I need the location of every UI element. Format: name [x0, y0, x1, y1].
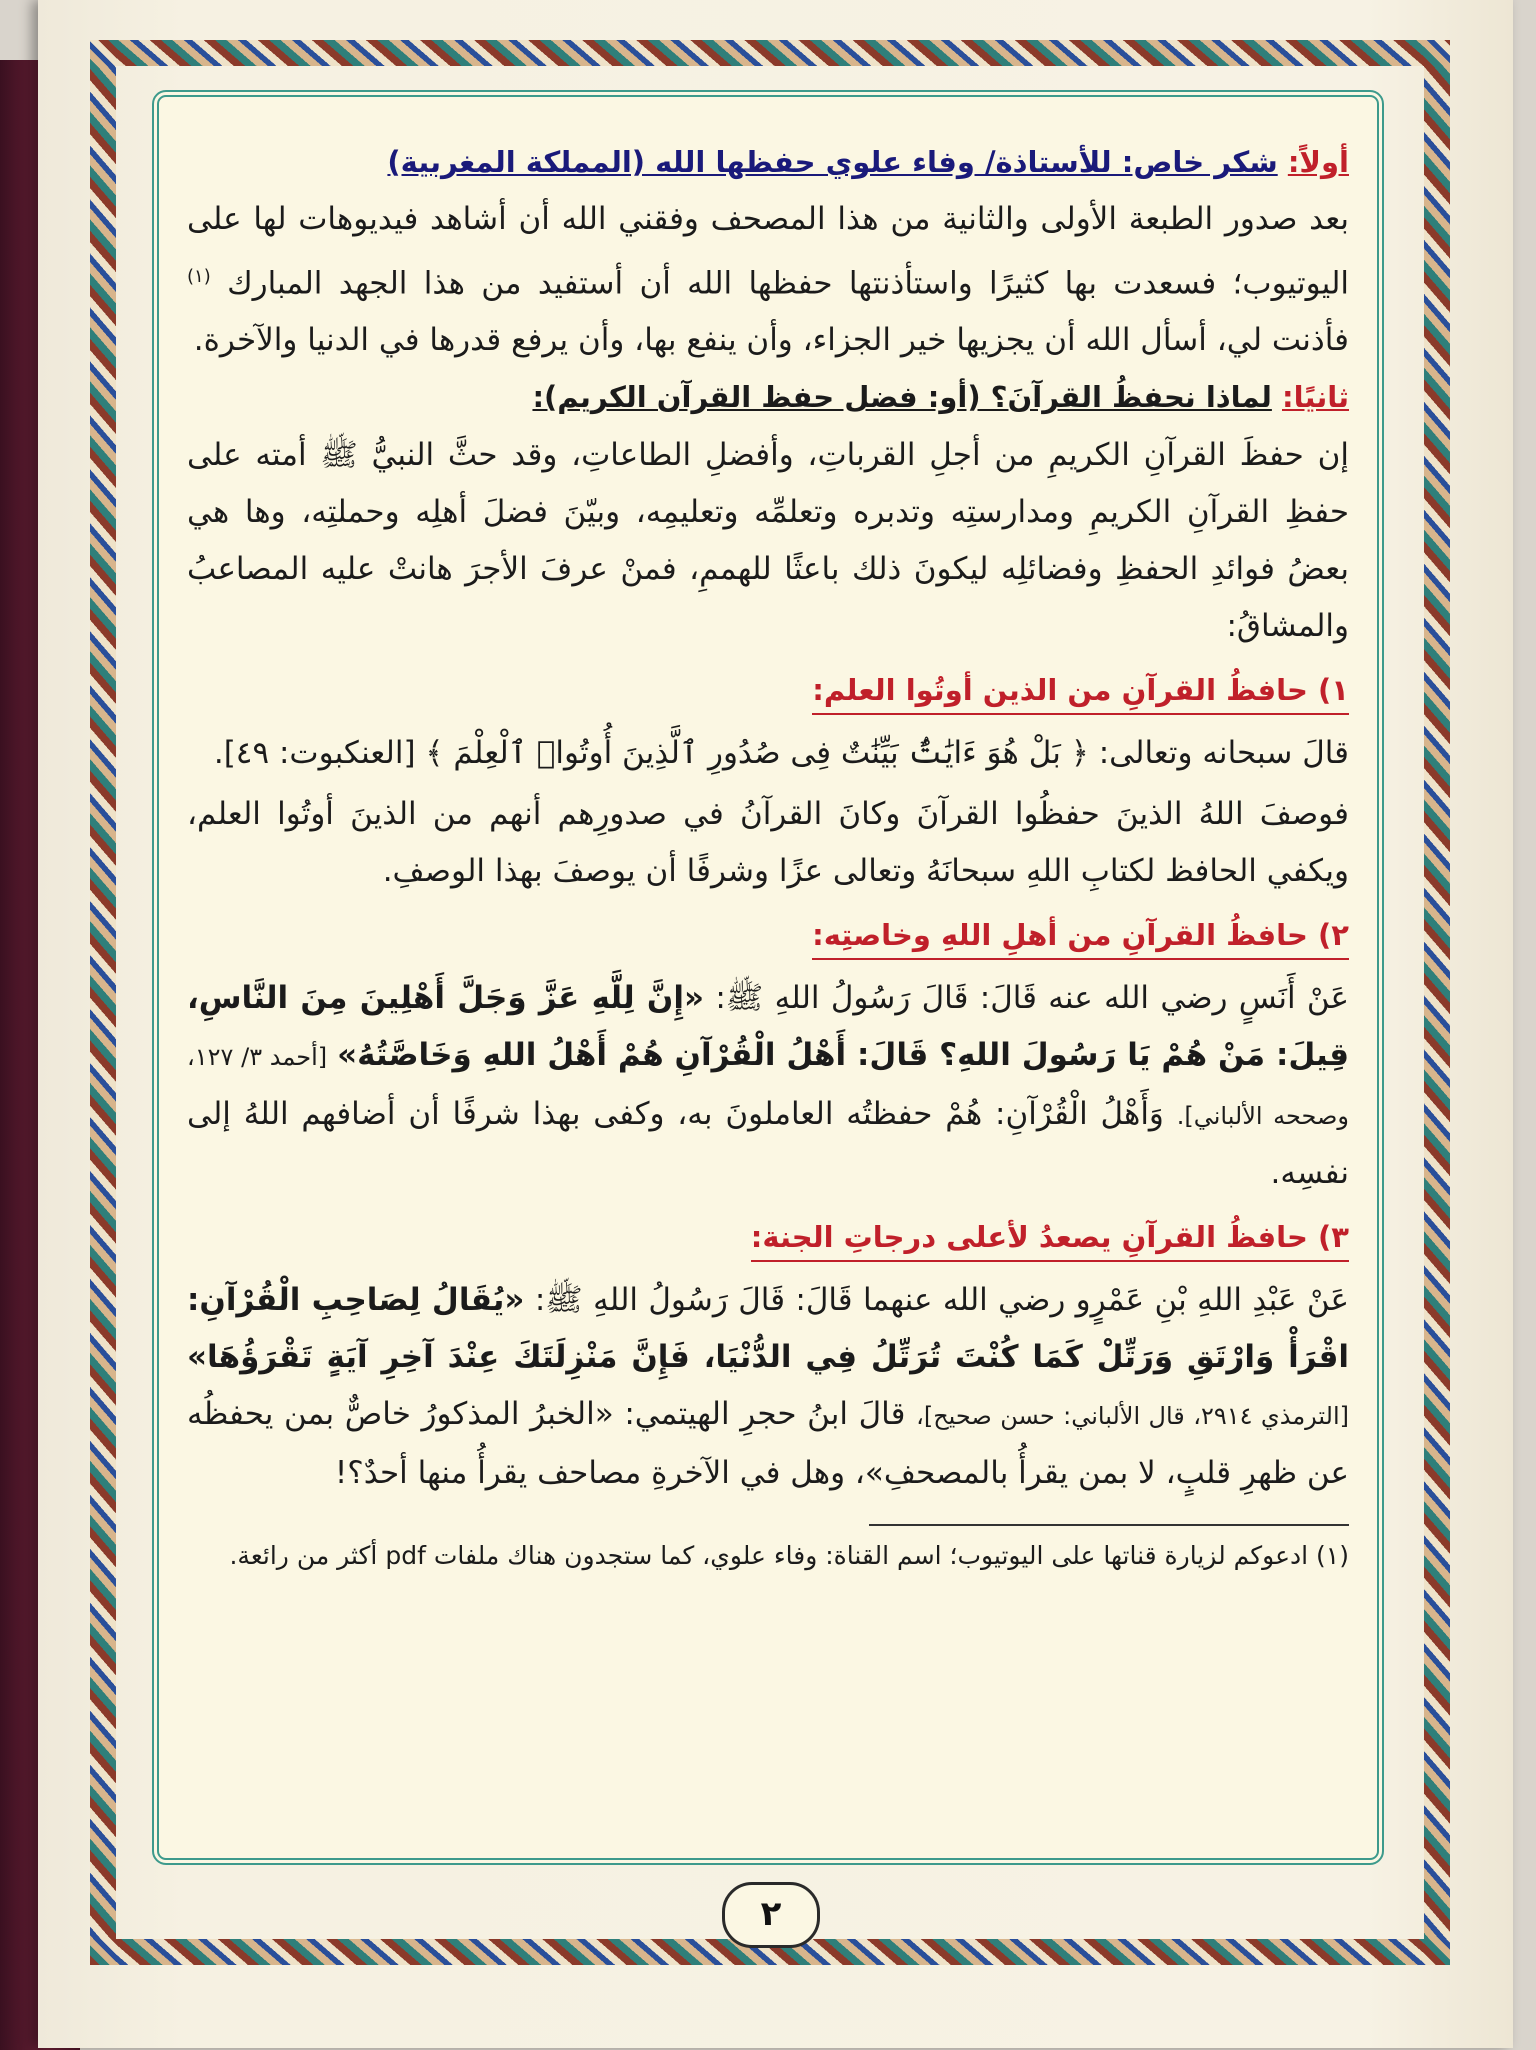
- point-2-heading: ٢) حافظُ القرآنِ من أهلِ اللهِ وخاصتِه:: [812, 912, 1349, 960]
- acknowledgement-heading: [187, 137, 1349, 187]
- section-heading-text: لماذا نحفظُ القرآنَ؟ (أو: فضل حفظ القرآن الكريم):: [532, 380, 1272, 415]
- point-3-heading: ٣) حافظُ القرآنِ يصعدُ لأعلى درجاتِ الجنة:: [751, 1214, 1349, 1262]
- verse-reference: [العنكبوت: ٤٩].: [213, 735, 416, 772]
- footnote: (١) ادعوكم لزيارة قناتها على اليوتيوب؛ اسم القناة: وفاء علوي، كما ستجدون هناك ملفات pdf أكثر من رائعة.: [229, 1541, 1349, 1571]
- verse-intro: قالَ سبحانه وتعالى:: [1098, 735, 1349, 772]
- hadith-explanation: وَأَهْلُ الْقُرْآنِ: هُمْ حفظتُه العاملونَ به، وكفى بهذا شرفًا أن أضافهم اللهُ إلى نفسِه.: [187, 1096, 1349, 1192]
- verse-paragraph: [187, 725, 1349, 782]
- point-2-hadith-paragraph: [187, 970, 1349, 1202]
- section-number: أولاً:: [1287, 145, 1349, 179]
- narration-intro: عَنْ عَبْدِ اللهِ بْنِ عَمْرٍو رضي الله عنهما قَالَ: قَالَ رَسُولُ اللهِ ﷺ:: [534, 1282, 1349, 1319]
- hadith-text: «يُقَالُ لِصَاحِبِ الْقُرْآنِ: اقْرَأْ وَارْتَقِ وَرَتِّلْ كَمَا كُنْتَ تُرَتِّلُ فِي الدُّنْيَا، فَإِنَّ مَنْزِلَتَكَ عِنْدَ آخِرِ آيَةٍ تَقْرَؤُهَا»: [187, 1282, 1349, 1376]
- intro-paragraph: إن حفظَ القرآنِ الكريمِ من أجلِ القرباتِ، وأفضلِ الطاعاتِ، وقد حثَّ النبيُّ ﷺ أمته على حفظِ القرآنِ الكريمِ ومدارستِه وتدبره وتعلمِّه وتعليمِه، وبيّنَ فضلَ أهلِه وحملتِه، وها هي بعضُ فوائدِ الحفظِ وفضائلِه ليكونَ ذلك باعثًا للهممِ، فمنْ عرفَ الأجرَ هانتْ عليه المصاعبُ والمشاقُ:: [187, 437, 1349, 645]
- why-memorize-heading: [187, 373, 1349, 421]
- paragraph-text: بعد صدور الطبعة الأولى والثانية من هذا المصحف وفقني الله أن أشاهد فيديوهات لها على اليوتيوب؛ فسعدت بها كثيرًا واستأذنتها حفظها الله أن أستفيد من هذا الجهد المبارك: [187, 201, 1350, 302]
- section-heading-text: شكر خاص: للأستاذة/ وفاء علوي حفظها الله (المملكة المغربية): [387, 145, 1278, 179]
- text-panel: [152, 90, 1384, 1865]
- page-content: [187, 137, 1349, 1582]
- point-1-explanation: فوصفَ اللهُ الذينَ حفظُوا القرآنَ وكانَ القرآنُ في صدورِهم أنهم من الذينَ أوتُوا العلم، ويكفي الحافظ لكتابِ اللهِ سبحانَهُ وتعالى عزًا وشرفًا أن يوصفَ بهذا الوصفِ.: [187, 796, 1349, 890]
- hadith-text: «إِنَّ لِلَّهِ عَزَّ وَجَلَّ أَهْلِينَ مِنَ النَّاسِ، قِيلَ: مَنْ هُمْ يَا رَسُولَ اللهِ؟ قَالَ: أَهْلُ الْقُرْآنِ هُمْ أَهْلُ اللهِ وَخَاصَّتُهُ»: [187, 980, 1350, 1074]
- hadith-reference: [الترمذي ٢٩١٤، قال الألباني: حسن صحيح]،: [916, 1402, 1350, 1431]
- scholar-commentary: قالَ ابنُ حجرِ الهيتمي: «الخبرُ المذكورُ خاصٌّ بمن يحفظُه عن ظهرِ قلبٍ، لا بمن يقرأُ بالمصحفِ»، وهل في الآخرةِ مصاحف يقرأُ منها أحدٌ؟!: [187, 1396, 1349, 1492]
- footnote-marker: (١): [187, 266, 211, 287]
- quran-verse: ﴿ بَلْ هُوَ ءَايَٰتٌۢ بَيِّنَٰتٌ فِى صُدُورِ ٱلَّذِينَ أُوتُوا۟ ٱلْعِلْمَ ﴾: [425, 735, 1089, 772]
- narration-intro: عَنْ أَنَسٍ رضي الله عنه قَالَ: قَالَ رَسُولُ اللهِ ﷺ:: [715, 980, 1349, 1017]
- point-3-hadith-paragraph: [187, 1272, 1349, 1502]
- section-number: ثانيًا:: [1282, 380, 1349, 415]
- hadith-reference: [أحمد ٣/ ١٢٧، وصححه الألباني].: [187, 1043, 1349, 1131]
- page-number: ٢: [722, 1882, 820, 1948]
- acknowledgement-paragraph: [187, 191, 1349, 369]
- footnote-separator: [869, 1524, 1349, 1526]
- paragraph-text: فأذنت لي، أسأل الله أن يجزيها خير الجزاء، وأن ينفع بها، وأن يرفع قدرها في الدنيا والآخرة.: [193, 322, 1349, 359]
- point-1-heading: ١) حافظُ القرآنِ من الذين أوتُوا العلم:: [812, 667, 1349, 715]
